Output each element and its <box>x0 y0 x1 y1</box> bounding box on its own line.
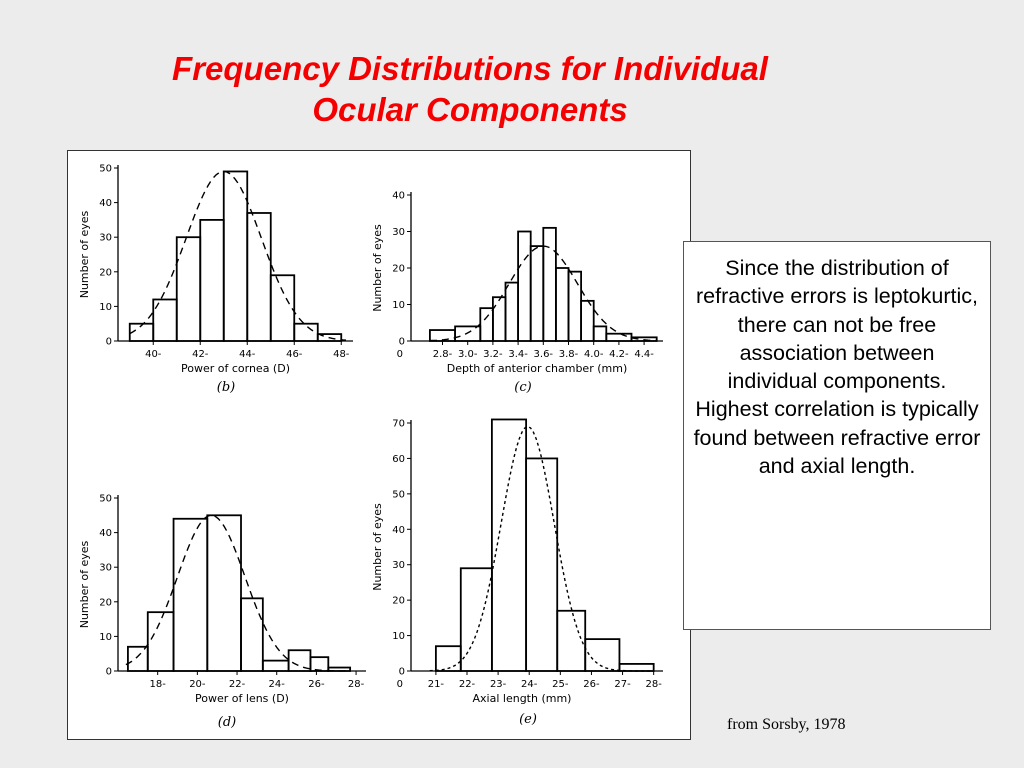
y-tick-label: 0 <box>398 336 405 348</box>
y-tick-label: 40 <box>392 524 405 536</box>
slide-title <box>0 48 940 130</box>
x-tick-label: 3.0- <box>457 349 478 360</box>
x-origin-label: 0 <box>396 679 403 690</box>
histogram-bar <box>557 611 585 671</box>
x-tick-label: 4.0- <box>583 349 604 360</box>
x-tick-label: 24- <box>521 679 538 690</box>
y-tick-label: 0 <box>105 666 112 678</box>
panel-caption-close: ) <box>230 380 236 395</box>
histogram-c <box>371 191 663 396</box>
histogram-bar <box>241 598 263 671</box>
y-axis-label: Number of eyes <box>78 210 91 299</box>
x-origin-label: 0 <box>396 349 403 360</box>
y-tick-label: 20 <box>392 595 405 607</box>
x-tick-label: 28- <box>645 679 662 690</box>
y-tick-label: 20 <box>392 263 405 275</box>
histogram-e <box>371 419 663 728</box>
histogram-bar <box>594 326 607 341</box>
histogram-bar <box>619 664 653 671</box>
histogram-bar <box>526 458 557 671</box>
histogram-bar <box>461 568 492 671</box>
x-tick-label: 4.4- <box>634 349 654 360</box>
histogram-bar <box>436 646 461 671</box>
panel-caption <box>514 380 531 395</box>
histogram-bar <box>271 275 295 341</box>
histogram-bar <box>294 324 318 341</box>
slide-title-line-1: Frequency Distributions for Individual <box>172 50 768 87</box>
panel-caption <box>218 715 236 730</box>
y-tick-label: 40 <box>392 190 405 202</box>
histogram-bar <box>606 334 631 341</box>
x-tick-label: 48- <box>333 349 350 360</box>
x-tick-label: 4.2- <box>609 349 629 360</box>
panel-caption <box>519 712 537 727</box>
y-tick-label: 20 <box>99 597 112 609</box>
y-tick-label: 10 <box>392 631 405 643</box>
histogram-bar <box>556 268 569 341</box>
x-tick-label: 24- <box>268 679 285 690</box>
y-tick-label: 50 <box>99 163 112 175</box>
y-tick-label: 60 <box>392 453 405 465</box>
histogram-bar <box>569 272 582 341</box>
x-tick-label: 23- <box>489 679 507 690</box>
histogram-figure <box>67 150 691 740</box>
x-tick-label: 44- <box>239 349 256 360</box>
y-tick-label: 20 <box>99 267 112 279</box>
explanation-box <box>683 241 991 630</box>
y-axis-label: Number of eyes <box>371 224 384 312</box>
y-tick-label: 10 <box>392 300 405 311</box>
x-tick-label: 3.8- <box>558 349 579 360</box>
x-axis-label: Power of lens (D) <box>195 692 289 705</box>
x-tick-label: 3.6- <box>533 349 554 360</box>
x-tick-label: 25- <box>552 679 569 690</box>
x-tick-label: 27- <box>614 679 631 690</box>
panel-caption-letter: d <box>222 715 232 730</box>
panel-caption-open: ( <box>514 380 520 395</box>
panel-caption-close: ) <box>531 712 537 727</box>
y-tick-label: 30 <box>99 562 112 574</box>
histogram-bar <box>543 228 556 341</box>
x-tick-label: 26- <box>308 679 325 690</box>
x-tick-label: 3.2- <box>483 349 503 360</box>
panel-caption-open: ( <box>217 715 223 730</box>
x-tick-label: 46- <box>286 349 303 360</box>
x-tick-label: 3.4- <box>508 349 528 360</box>
histogram-bar <box>128 647 148 671</box>
y-tick-label: 30 <box>99 232 112 244</box>
panel-caption-close: ) <box>231 715 237 730</box>
panel-caption <box>217 380 235 395</box>
histogram-bar <box>531 246 544 341</box>
x-axis-label: Depth of anterior chamber (mm) <box>446 362 628 375</box>
histogram-bar <box>310 657 328 671</box>
histogram-bar <box>263 661 289 671</box>
histogram-bar <box>506 283 519 341</box>
x-axis-label: Power of cornea (D) <box>181 362 290 375</box>
y-tick-label: 0 <box>398 666 405 678</box>
y-tick-label: 30 <box>392 560 405 572</box>
x-tick-label: 2.8- <box>432 349 453 360</box>
y-tick-label: 70 <box>392 418 405 430</box>
x-tick-label: 28- <box>347 679 365 690</box>
y-tick-label: 50 <box>392 489 405 501</box>
panel-caption-open: ( <box>519 712 525 727</box>
y-tick-label: 10 <box>99 301 112 313</box>
x-tick-label: 22- <box>228 679 246 690</box>
x-tick-label: 20- <box>189 679 206 690</box>
panel-caption-letter: e <box>524 712 532 727</box>
source-citation: from Sorsby, 1978 <box>727 716 846 733</box>
explanation-text: Since the distribution of refractive errors is leptokurtic, there can not be free association between individual components. Highest correlation is typically found between refractive error and axial length. <box>693 256 981 479</box>
x-tick-label: 26- <box>583 679 600 690</box>
panel-caption-letter: b <box>221 380 231 395</box>
histogram-b <box>78 164 353 396</box>
histogram-bar <box>174 519 208 671</box>
panel-caption-close: ) <box>526 380 532 395</box>
histogram-bar <box>200 220 224 341</box>
x-tick-label: 22- <box>458 679 476 690</box>
y-axis-label: Number of eyes <box>371 503 384 591</box>
normal-fit-curve <box>126 515 350 671</box>
y-tick-label: 40 <box>99 528 112 540</box>
histogram-bar <box>148 612 174 671</box>
slide-title-line-2: Ocular Components <box>312 91 628 128</box>
histogram-bar <box>480 308 493 341</box>
histogram-bar <box>224 171 248 341</box>
histogram-bar <box>518 232 531 342</box>
histogram-d <box>78 494 366 731</box>
x-tick-label: 21- <box>427 679 445 690</box>
y-tick-label: 0 <box>105 336 112 348</box>
y-axis-label: Number of eyes <box>78 540 91 629</box>
y-tick-label: 40 <box>99 198 112 210</box>
x-tick-label: 42- <box>192 349 209 360</box>
y-tick-label: 50 <box>99 493 112 505</box>
x-tick-label: 18- <box>149 679 166 690</box>
y-tick-label: 10 <box>99 631 112 643</box>
histogram-bar <box>493 297 506 341</box>
x-axis-label: Axial length (mm) <box>472 692 572 705</box>
y-tick-label: 30 <box>392 227 405 238</box>
x-tick-label: 40- <box>145 349 162 360</box>
histogram-bar <box>207 515 241 671</box>
panel-caption-letter: c <box>519 380 527 395</box>
panel-caption-open: ( <box>216 380 222 395</box>
histogram-bar <box>581 301 594 341</box>
normal-fit-curve <box>130 172 346 341</box>
histogram-canvas <box>68 151 692 741</box>
normal-fit-curve <box>430 427 654 672</box>
